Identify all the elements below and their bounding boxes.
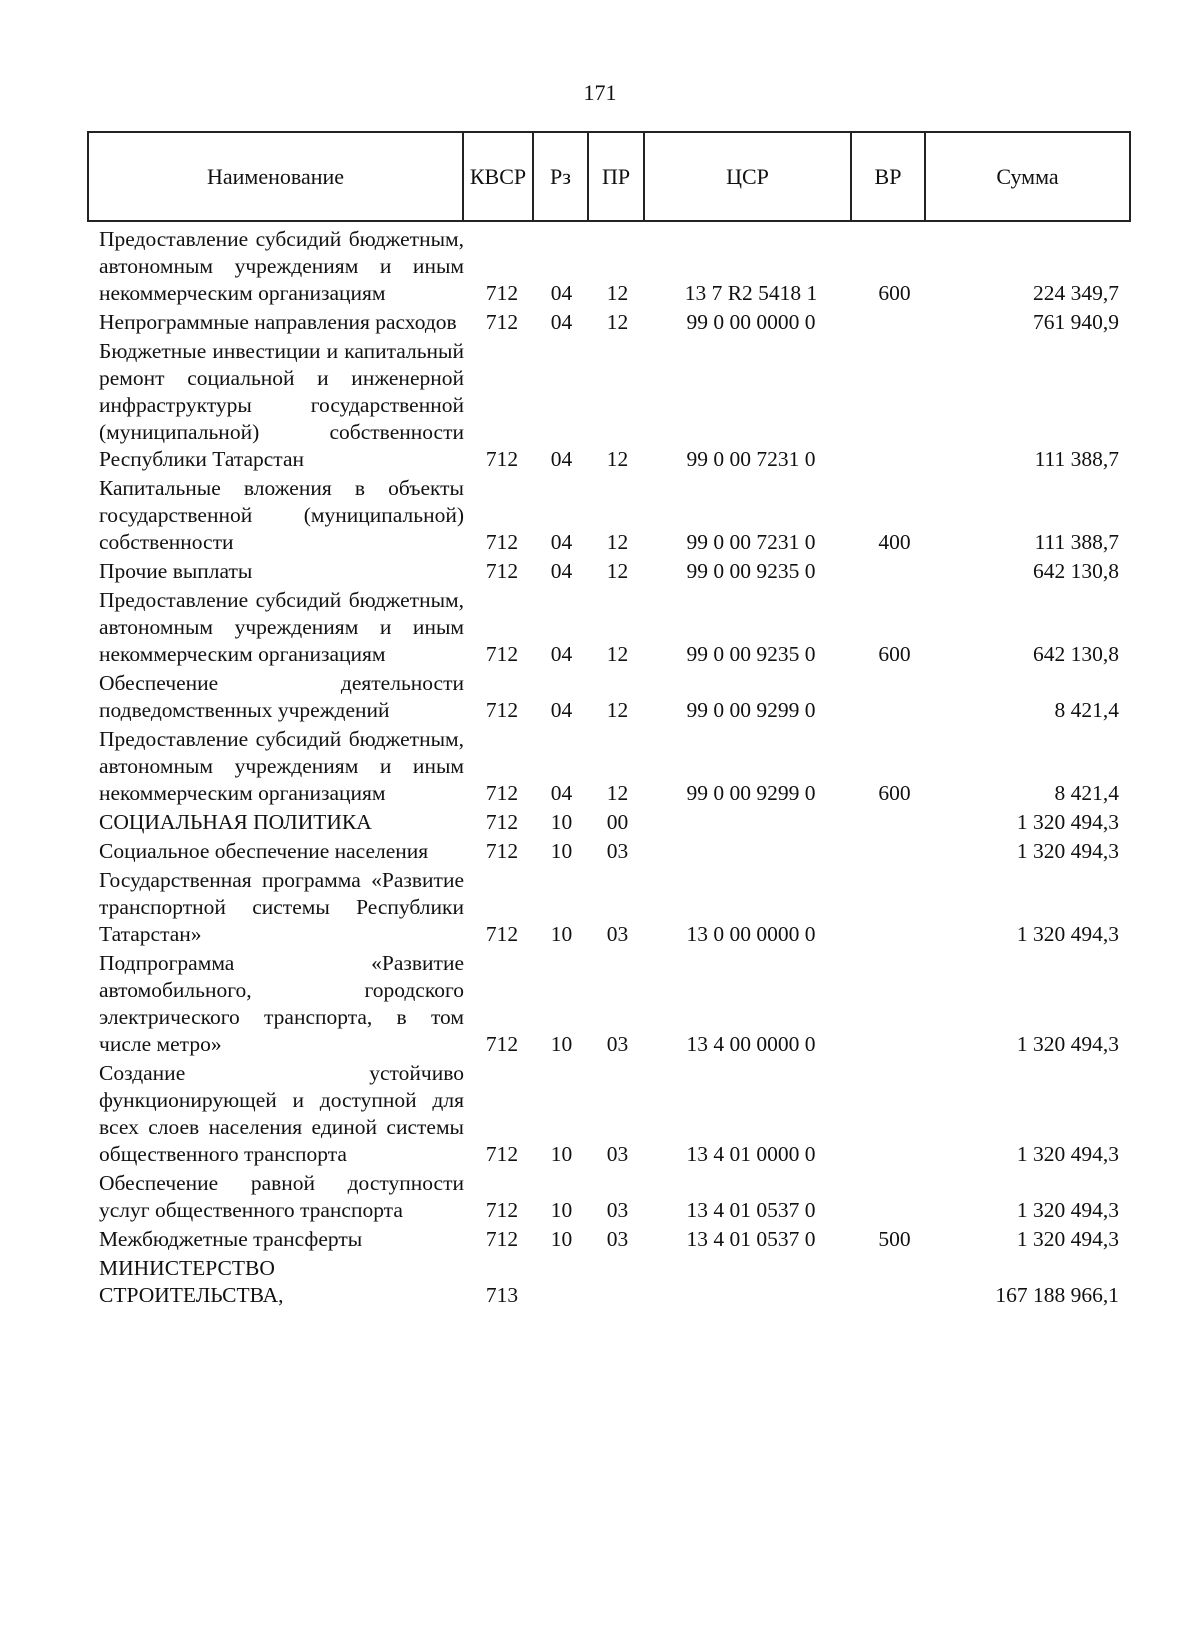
page-number: 171 bbox=[583, 80, 617, 105]
cell-name: МИНИСТЕРСТВО СТРОИТЕЛЬСТВА, bbox=[99, 1256, 284, 1307]
cell-csr: 13 0 00 0000 0 bbox=[686, 922, 816, 946]
cell-name: Предоставление субсидий бюджетным, автономным учреждениям и иным некоммерческим организациям bbox=[99, 588, 464, 666]
cell-sum: 1 320 494,3 bbox=[1016, 1032, 1119, 1056]
cell-csr: 13 4 00 0000 0 bbox=[686, 1032, 816, 1056]
cell-kvsr: 713 bbox=[485, 1283, 519, 1307]
cell-sum: 642 130,8 bbox=[1033, 642, 1119, 666]
cell-kvsr: 712 bbox=[485, 642, 519, 666]
cell-vr: 600 bbox=[878, 642, 911, 666]
cell-kvsr: 712 bbox=[485, 781, 519, 805]
cell-sum: 111 388,7 bbox=[1034, 447, 1119, 471]
cell-name: Предоставление субсидий бюджетным, автономным учреждениям и иным некоммерческим организациям bbox=[99, 727, 464, 805]
cell-name: Предоставление субсидий бюджетным, автономным учреждениям и иным некоммерческим организациям bbox=[99, 227, 464, 305]
cell-csr: 99 0 00 7231 0 bbox=[686, 447, 816, 471]
cell-name: Капитальные вложения в объекты государственной (муниципальной) собственности bbox=[99, 476, 464, 554]
cell-vr: 500 bbox=[878, 1227, 911, 1251]
cell-kvsr: 712 bbox=[485, 281, 519, 305]
cell-csr: 13 4 01 0537 0 bbox=[686, 1198, 816, 1222]
cell-sum: 1 320 494,3 bbox=[1016, 1142, 1119, 1166]
cell-kvsr: 712 bbox=[485, 1227, 519, 1251]
header-sum: Сумма bbox=[996, 163, 1059, 189]
cell-name: Создание устойчиво функционирующей и доступной для всех слоев населения единой системы общественного транспорта bbox=[99, 1061, 464, 1166]
cell-kvsr: 712 bbox=[485, 1032, 519, 1056]
header-rz: Рз bbox=[534, 133, 589, 220]
cell-sum: 1 320 494,3 bbox=[1016, 922, 1119, 946]
cell-sum: 1 320 494,3 bbox=[1016, 1227, 1119, 1251]
cell-kvsr: 712 bbox=[485, 530, 519, 554]
cell-name: Социальное обеспечение населения bbox=[99, 839, 429, 863]
cell-rz: 10 bbox=[550, 922, 573, 946]
cell-csr: 13 4 01 0000 0 bbox=[686, 1142, 816, 1166]
table-row bbox=[87, 838, 1131, 865]
cell-kvsr: 712 bbox=[485, 922, 519, 946]
cell-csr: 13 4 01 0537 0 bbox=[686, 1227, 816, 1251]
cell-rz: 10 bbox=[550, 1198, 573, 1222]
table-row bbox=[87, 809, 1131, 836]
table-row bbox=[87, 726, 1131, 807]
cell-sum: 1 320 494,3 bbox=[1016, 1198, 1119, 1222]
cell-rz: 10 bbox=[550, 810, 573, 834]
cell-csr: 99 0 00 9235 0 bbox=[686, 642, 816, 666]
cell-name: Государственная программа «Развитие транспортной системы Республики Татарстан» bbox=[99, 868, 464, 946]
cell-rz: 04 bbox=[550, 447, 573, 471]
header-kvsr: КВСР bbox=[464, 133, 534, 220]
table-row bbox=[87, 1060, 1131, 1168]
cell-kvsr: 712 bbox=[485, 559, 519, 583]
cell-pr: 03 bbox=[606, 839, 629, 863]
header-pr: ПР bbox=[589, 133, 645, 220]
cell-pr: 12 bbox=[606, 642, 629, 666]
cell-csr: 99 0 00 7231 0 bbox=[686, 530, 816, 554]
cell-rz: 04 bbox=[550, 530, 573, 554]
cell-vr: 600 bbox=[878, 781, 911, 805]
header-vr: ВР bbox=[852, 133, 926, 220]
cell-name: Прочие выплаты bbox=[99, 559, 253, 583]
cell-csr: 99 0 00 9299 0 bbox=[686, 698, 816, 722]
cell-sum: 642 130,8 bbox=[1033, 559, 1119, 583]
cell-rz: 04 bbox=[550, 281, 573, 305]
cell-name: Подпрограмма «Развитие автомобильного, городского электрического транспорта, в том числе метро» bbox=[99, 951, 464, 1056]
table-row bbox=[87, 309, 1131, 336]
cell-pr: 12 bbox=[606, 310, 629, 334]
cell-csr: 99 0 00 9235 0 bbox=[686, 559, 816, 583]
cell-sum: 8 421,4 bbox=[1054, 698, 1119, 722]
cell-pr: 03 bbox=[606, 1198, 629, 1222]
cell-sum: 111 388,7 bbox=[1034, 530, 1119, 554]
table-body bbox=[87, 226, 1131, 1311]
cell-pr: 03 bbox=[606, 1142, 629, 1166]
cell-sum: 224 349,7 bbox=[1033, 281, 1119, 305]
cell-name: СОЦИАЛЬНАЯ ПОЛИТИКА bbox=[99, 810, 372, 834]
header-name: Наименование bbox=[89, 133, 464, 220]
cell-kvsr: 712 bbox=[485, 839, 519, 863]
table-row bbox=[87, 587, 1131, 668]
cell-vr: 400 bbox=[878, 530, 911, 554]
cell-pr: 12 bbox=[606, 698, 629, 722]
table-row bbox=[87, 1170, 1131, 1224]
table-row bbox=[87, 475, 1131, 556]
cell-csr: 99 0 00 0000 0 bbox=[686, 310, 816, 334]
cell-kvsr: 712 bbox=[485, 810, 519, 834]
cell-sum: 761 940,9 bbox=[1033, 310, 1119, 334]
cell-rz: 10 bbox=[550, 1032, 573, 1056]
cell-csr: 13 7 R2 5418 1 bbox=[684, 281, 818, 305]
cell-kvsr: 712 bbox=[485, 698, 519, 722]
cell-sum: 1 320 494,3 bbox=[1016, 810, 1119, 834]
cell-kvsr: 712 bbox=[485, 310, 519, 334]
cell-sum: 8 421,4 bbox=[1054, 781, 1119, 805]
cell-pr: 12 bbox=[606, 559, 629, 583]
table-row bbox=[87, 670, 1131, 724]
cell-rz: 10 bbox=[550, 1142, 573, 1166]
cell-pr: 03 bbox=[606, 922, 629, 946]
cell-pr: 03 bbox=[606, 1032, 629, 1056]
cell-pr: 12 bbox=[606, 530, 629, 554]
cell-name: Межбюджетные трансферты bbox=[99, 1227, 363, 1251]
cell-name: Обеспечение равной доступности услуг общественного транспорта bbox=[99, 1171, 464, 1222]
cell-csr: 99 0 00 9299 0 bbox=[686, 781, 816, 805]
cell-rz: 10 bbox=[550, 839, 573, 863]
cell-rz: 04 bbox=[550, 781, 573, 805]
cell-rz: 04 bbox=[550, 642, 573, 666]
table-row bbox=[87, 867, 1131, 948]
table-row bbox=[87, 1255, 1131, 1309]
table-row bbox=[87, 950, 1131, 1058]
cell-pr: 00 bbox=[606, 810, 629, 834]
cell-kvsr: 712 bbox=[485, 1198, 519, 1222]
cell-vr: 600 bbox=[878, 281, 911, 305]
cell-pr: 12 bbox=[606, 281, 629, 305]
cell-name: Бюджетные инвестиции и капитальный ремонт социальной и инженерной инфраструктуры государственной (муниципальной) собственности Республики Татарстан bbox=[99, 339, 464, 471]
cell-rz: 10 bbox=[550, 1227, 573, 1251]
cell-name: Обеспечение деятельности подведомственных учреждений bbox=[99, 671, 464, 722]
cell-sum: 1 320 494,3 bbox=[1016, 839, 1119, 863]
cell-rz: 04 bbox=[550, 559, 573, 583]
cell-sum: 167 188 966,1 bbox=[995, 1283, 1119, 1307]
cell-kvsr: 712 bbox=[485, 447, 519, 471]
cell-rz: 04 bbox=[550, 698, 573, 722]
cell-pr: 12 bbox=[606, 447, 629, 471]
cell-pr: 03 bbox=[606, 1227, 629, 1251]
table-header bbox=[87, 131, 1131, 222]
cell-pr: 12 bbox=[606, 781, 629, 805]
cell-name: Непрограммные направления расходов bbox=[99, 310, 457, 334]
table-row bbox=[87, 558, 1131, 585]
cell-kvsr: 712 bbox=[485, 1142, 519, 1166]
table-row bbox=[87, 1226, 1131, 1253]
header-csr: ЦСР bbox=[645, 133, 852, 220]
table-row bbox=[87, 338, 1131, 473]
table-row bbox=[87, 226, 1131, 307]
cell-rz: 04 bbox=[550, 310, 573, 334]
